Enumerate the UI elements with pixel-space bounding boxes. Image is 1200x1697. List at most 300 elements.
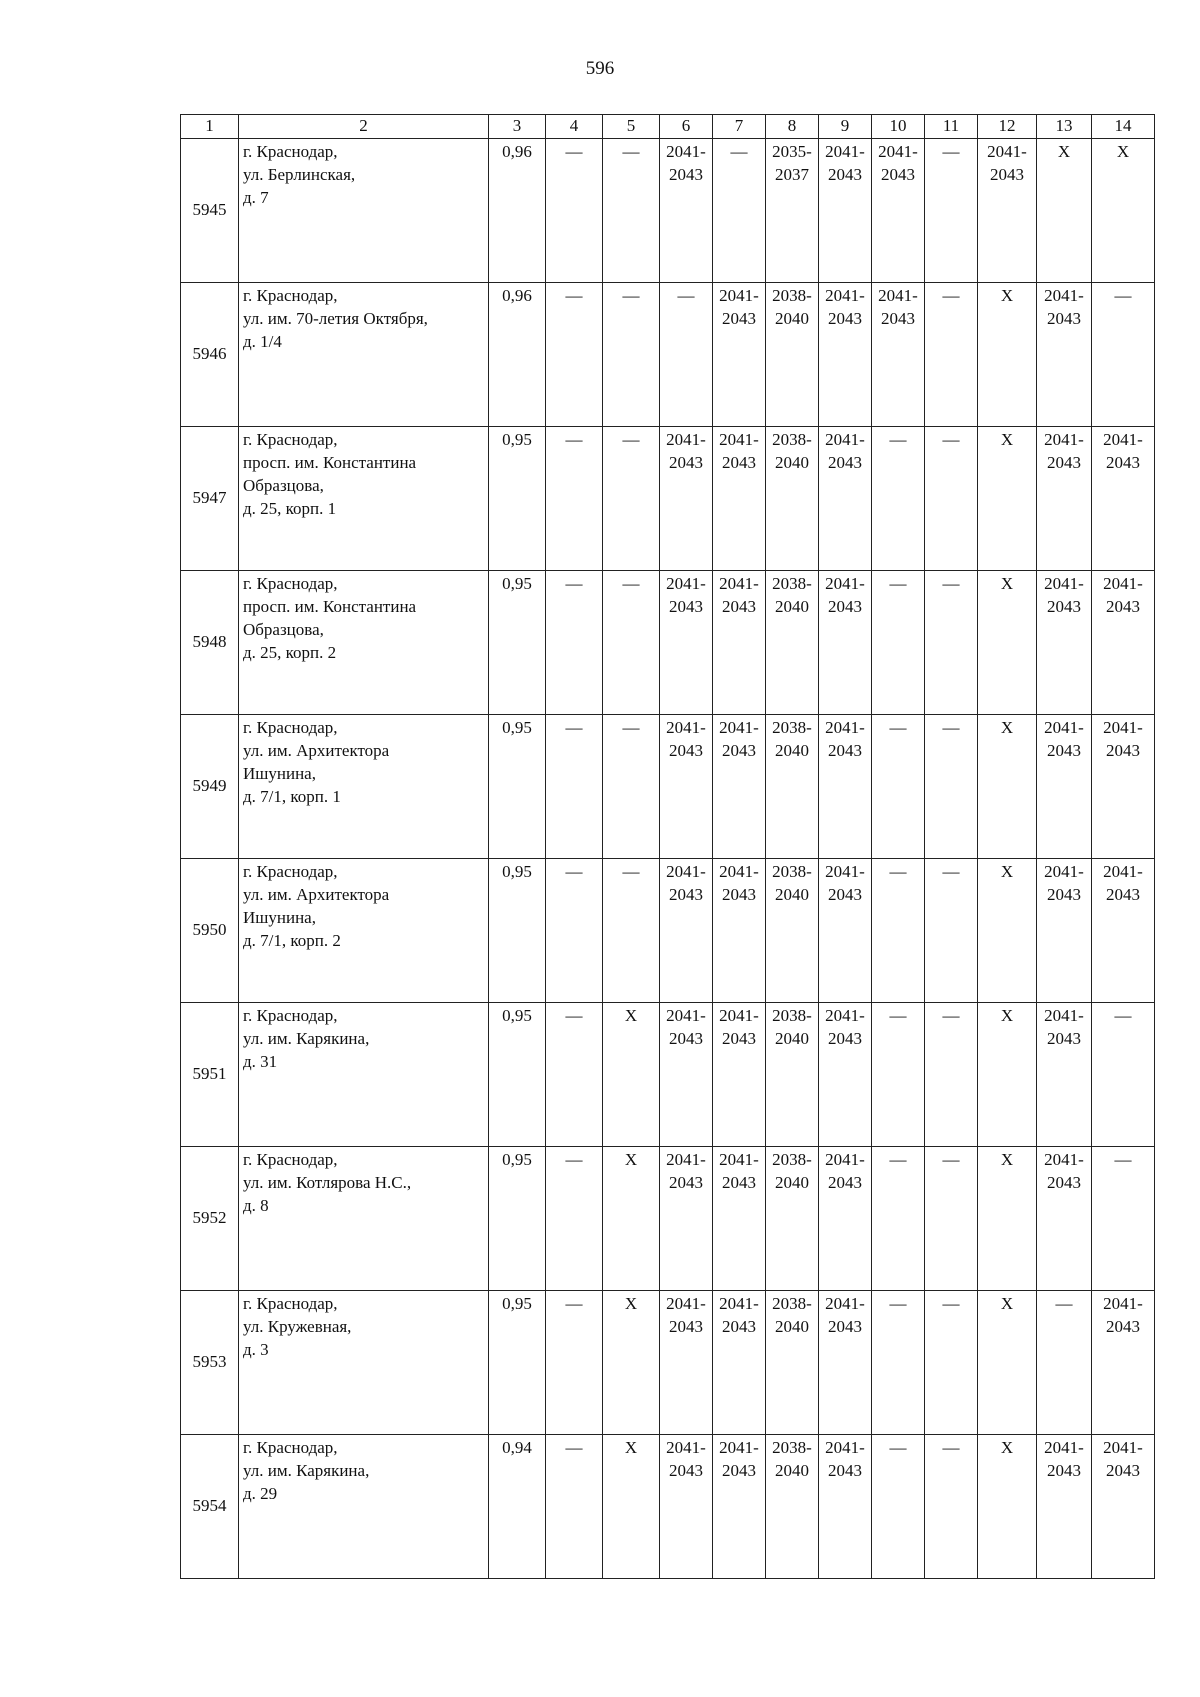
value-cell-col-8: [766, 1002, 819, 1146]
value-cell-col-13: [1037, 1002, 1092, 1146]
address-line: ул. им. 70-летия Октября,: [243, 308, 428, 328]
cell-value: 0,95: [502, 1005, 532, 1025]
cell-value: 0,95: [502, 717, 532, 737]
header-row: [181, 115, 1155, 139]
value-cell-col-4: [546, 1434, 603, 1578]
address-line: г. Краснодар,: [243, 141, 338, 161]
cell-value: Х: [624, 1293, 638, 1313]
value-cell-col-14: [1092, 426, 1155, 570]
column-header-9: 9: [819, 115, 872, 139]
cell-value: 2041-: [719, 1293, 759, 1313]
value-cell-col-9: [819, 1434, 872, 1578]
cell-value: —: [565, 1293, 583, 1313]
cell-value: 2041-: [825, 861, 865, 881]
cell-value: 2041-: [666, 1437, 706, 1457]
value-cell-col-9: [819, 570, 872, 714]
cell-value: Х: [1000, 1149, 1014, 1169]
value-cell-col-4: [546, 1002, 603, 1146]
cell-value: 0,94: [502, 1437, 532, 1457]
cell-value: 0,96: [502, 141, 532, 161]
column-header-5: 5: [603, 115, 660, 139]
cell-value: 2040: [775, 740, 809, 760]
value-cell-col-6: [660, 1146, 713, 1290]
cell-value: —: [565, 717, 583, 737]
cell-value: 2041-: [666, 1293, 706, 1313]
cell-value: 2041-: [1103, 717, 1143, 737]
value-cell-col-5: [603, 282, 660, 426]
table-row: [181, 1146, 1155, 1290]
value-cell-col-13: [1037, 570, 1092, 714]
cell-value: —: [942, 1293, 960, 1313]
cell-value: —: [889, 1293, 907, 1313]
value-cell-col-13: [1037, 858, 1092, 1002]
cell-value: —: [622, 285, 640, 305]
cell-value: Х: [1000, 429, 1014, 449]
address-line: д. 7/1, корп. 2: [243, 930, 341, 950]
value-cell-col-8: [766, 138, 819, 282]
value-cell-col-9: [819, 714, 872, 858]
value-cell-col-13: [1037, 1146, 1092, 1290]
value-cell-col-14: [1092, 858, 1155, 1002]
row-number: 5946: [181, 282, 239, 426]
cell-value: —: [622, 717, 640, 737]
cell-value: —: [565, 429, 583, 449]
cell-value: Х: [1116, 141, 1130, 161]
cell-value: 2043: [1047, 884, 1081, 904]
address-line: д. 7: [243, 187, 269, 207]
table-row: [181, 570, 1155, 714]
cell-value: 2043: [669, 740, 703, 760]
cell-value: 0,95: [502, 1293, 532, 1313]
cell-value: 2041-: [825, 1149, 865, 1169]
address-line: г. Краснодар,: [243, 429, 338, 449]
cell-value: 0,95: [502, 429, 532, 449]
cell-value: 2041-: [1103, 1437, 1143, 1457]
page-number: 596: [585, 58, 615, 79]
value-cell-col-6: [660, 426, 713, 570]
address-cell: [239, 1146, 489, 1290]
cell-value: Х: [1000, 1437, 1014, 1457]
value-cell-col-4: [546, 858, 603, 1002]
value-cell-col-10: [872, 1290, 925, 1434]
value-cell-col-3: [489, 1002, 546, 1146]
cell-value: 2038-: [772, 1293, 812, 1313]
cell-value: 2043: [669, 1316, 703, 1336]
value-cell-col-14: [1092, 714, 1155, 858]
row-number: 5952: [181, 1146, 239, 1290]
address-line: Образцова,: [243, 619, 324, 639]
value-cell-col-5: [603, 1002, 660, 1146]
column-header-10: 10: [872, 115, 925, 139]
value-cell-col-10: [872, 570, 925, 714]
address-cell: [239, 1002, 489, 1146]
cell-value: —: [942, 1149, 960, 1169]
cell-value: Х: [1000, 573, 1014, 593]
value-cell-col-13: [1037, 138, 1092, 282]
value-cell-col-7: [713, 570, 766, 714]
column-header-7: 7: [713, 115, 766, 139]
value-cell-col-3: [489, 714, 546, 858]
value-cell-col-9: [819, 1146, 872, 1290]
value-cell-col-6: [660, 570, 713, 714]
address-line: г. Краснодар,: [243, 1149, 338, 1169]
cell-value: 2041-: [666, 429, 706, 449]
cell-value: 2043: [669, 884, 703, 904]
value-cell-col-3: [489, 858, 546, 1002]
cell-value: Х: [624, 1149, 638, 1169]
cell-value: 2041-: [719, 717, 759, 737]
cell-value: 0,95: [502, 1149, 532, 1169]
value-cell-col-11: [925, 426, 978, 570]
cell-value: —: [565, 141, 583, 161]
cell-value: 2040: [775, 1172, 809, 1192]
value-cell-col-9: [819, 1002, 872, 1146]
value-cell-col-8: [766, 1290, 819, 1434]
cell-value: Х: [1000, 717, 1014, 737]
cell-value: 2043: [669, 452, 703, 472]
cell-value: 2043: [1047, 740, 1081, 760]
cell-value: 2041-: [825, 285, 865, 305]
value-cell-col-3: [489, 1146, 546, 1290]
cell-value: —: [622, 429, 640, 449]
cell-value: 2043: [828, 164, 862, 184]
cell-value: —: [942, 573, 960, 593]
address-line: г. Краснодар,: [243, 573, 338, 593]
value-cell-col-8: [766, 1146, 819, 1290]
cell-value: Х: [1057, 141, 1071, 161]
value-cell-col-12: [978, 1146, 1037, 1290]
cell-value: 2040: [775, 1028, 809, 1048]
cell-value: Х: [624, 1437, 638, 1457]
address-cell: [239, 570, 489, 714]
cell-value: —: [889, 1437, 907, 1457]
cell-value: 0,96: [502, 285, 532, 305]
address-line: г. Краснодар,: [243, 717, 338, 737]
value-cell-col-6: [660, 1434, 713, 1578]
cell-value: 2043: [722, 884, 756, 904]
cell-value: 0,95: [502, 861, 532, 881]
address-cell: [239, 138, 489, 282]
address-line: д. 1/4: [243, 331, 282, 351]
address-line: Образцова,: [243, 475, 324, 495]
cell-value: 2038-: [772, 429, 812, 449]
value-cell-col-11: [925, 1290, 978, 1434]
cell-value: 2041-: [666, 861, 706, 881]
cell-value: 2038-: [772, 573, 812, 593]
value-cell-col-5: [603, 714, 660, 858]
cell-value: —: [942, 1437, 960, 1457]
cell-value: 2041-: [1103, 429, 1143, 449]
value-cell-col-10: [872, 1002, 925, 1146]
cell-value: 2043: [1047, 308, 1081, 328]
cell-value: 2040: [775, 884, 809, 904]
cell-value: —: [565, 285, 583, 305]
row-number: 5951: [181, 1002, 239, 1146]
value-cell-col-9: [819, 858, 872, 1002]
cell-value: 2043: [828, 596, 862, 616]
value-cell-col-9: [819, 426, 872, 570]
cell-value: 2043: [828, 1316, 862, 1336]
cell-value: 2041-: [1103, 1293, 1143, 1313]
value-cell-col-7: [713, 426, 766, 570]
cell-value: 2043: [722, 452, 756, 472]
table-body: [181, 138, 1155, 1578]
cell-value: —: [889, 1005, 907, 1025]
value-cell-col-12: [978, 1434, 1037, 1578]
address-cell: [239, 282, 489, 426]
cell-value: 2043: [669, 596, 703, 616]
cell-value: 2043: [669, 1028, 703, 1048]
cell-value: 2038-: [772, 1149, 812, 1169]
value-cell-col-5: [603, 426, 660, 570]
table-row: [181, 858, 1155, 1002]
cell-value: —: [942, 1005, 960, 1025]
cell-value: —: [1055, 1293, 1073, 1313]
value-cell-col-3: [489, 570, 546, 714]
cell-value: 2043: [1106, 884, 1140, 904]
cell-value: 2041-: [1044, 717, 1084, 737]
value-cell-col-9: [819, 1290, 872, 1434]
cell-value: 2043: [828, 1460, 862, 1480]
cell-value: —: [1114, 1005, 1132, 1025]
row-number: 5950: [181, 858, 239, 1002]
value-cell-col-4: [546, 1146, 603, 1290]
cell-value: 2043: [1106, 452, 1140, 472]
value-cell-col-11: [925, 1434, 978, 1578]
cell-value: 2041-: [719, 429, 759, 449]
value-cell-col-12: [978, 570, 1037, 714]
cell-value: 2040: [775, 308, 809, 328]
cell-value: 2041-: [825, 1437, 865, 1457]
address-line: д. 25, корп. 2: [243, 642, 337, 662]
cell-value: 2041-: [719, 573, 759, 593]
table-row: [181, 138, 1155, 282]
value-cell-col-14: [1092, 1002, 1155, 1146]
value-cell-col-11: [925, 1002, 978, 1146]
value-cell-col-6: [660, 282, 713, 426]
column-header-6: 6: [660, 115, 713, 139]
cell-value: —: [942, 429, 960, 449]
value-cell-col-5: [603, 1434, 660, 1578]
cell-value: —: [889, 717, 907, 737]
address-line: д. 25, корп. 1: [243, 498, 337, 518]
value-cell-col-12: [978, 858, 1037, 1002]
value-cell-col-3: [489, 1434, 546, 1578]
cell-value: 2040: [775, 1460, 809, 1480]
cell-value: 2038-: [772, 1437, 812, 1457]
column-header-4: 4: [546, 115, 603, 139]
cell-value: 2041-: [719, 285, 759, 305]
value-cell-col-13: [1037, 426, 1092, 570]
cell-value: 2043: [1106, 740, 1140, 760]
value-cell-col-8: [766, 570, 819, 714]
value-cell-col-5: [603, 858, 660, 1002]
row-number: 5945: [181, 138, 239, 282]
cell-value: —: [889, 1149, 907, 1169]
cell-value: 2043: [722, 596, 756, 616]
cell-value: 2043: [1047, 1460, 1081, 1480]
cell-value: 2043: [1106, 1316, 1140, 1336]
column-header-13: 13: [1037, 115, 1092, 139]
cell-value: 2041-: [987, 141, 1027, 161]
value-cell-col-12: [978, 426, 1037, 570]
cell-value: 2043: [1047, 596, 1081, 616]
cell-value: 2038-: [772, 717, 812, 737]
row-number: 5953: [181, 1290, 239, 1434]
cell-value: 2043: [722, 1460, 756, 1480]
cell-value: 2041-: [719, 1005, 759, 1025]
address-line: просп. им. Константина: [243, 452, 417, 472]
cell-value: 2038-: [772, 1005, 812, 1025]
cell-value: 2043: [828, 1028, 862, 1048]
address-line: просп. им. Константина: [243, 596, 417, 616]
address-line: ул. им. Карякина,: [243, 1460, 370, 1480]
cell-value: Х: [1000, 1005, 1014, 1025]
row-number: 5947: [181, 426, 239, 570]
cell-value: 2043: [1047, 452, 1081, 472]
cell-value: 0,95: [502, 573, 532, 593]
value-cell-col-10: [872, 426, 925, 570]
cell-value: Х: [1000, 861, 1014, 881]
cell-value: 2040: [775, 1316, 809, 1336]
cell-value: 2041-: [1103, 861, 1143, 881]
cell-value: 2041-: [666, 141, 706, 161]
value-cell-col-14: [1092, 282, 1155, 426]
cell-value: 2041-: [825, 141, 865, 161]
cell-value: —: [622, 573, 640, 593]
value-cell-col-12: [978, 1290, 1037, 1434]
cell-value: 2043: [722, 740, 756, 760]
value-cell-col-13: [1037, 1434, 1092, 1578]
value-cell-col-14: [1092, 1290, 1155, 1434]
cell-value: 2043: [990, 164, 1024, 184]
cell-value: 2043: [669, 1460, 703, 1480]
cell-value: —: [889, 573, 907, 593]
value-cell-col-7: [713, 1146, 766, 1290]
address-line: д. 29: [243, 1483, 278, 1503]
column-header-11: 11: [925, 115, 978, 139]
value-cell-col-4: [546, 282, 603, 426]
value-cell-col-13: [1037, 282, 1092, 426]
value-cell-col-10: [872, 714, 925, 858]
cell-value: —: [622, 861, 640, 881]
cell-value: 2041-: [878, 141, 918, 161]
cell-value: 2043: [669, 164, 703, 184]
cell-value: 2043: [828, 452, 862, 472]
address-cell: [239, 1434, 489, 1578]
cell-value: 2043: [1047, 1172, 1081, 1192]
column-header-8: 8: [766, 115, 819, 139]
cell-value: 2041-: [666, 717, 706, 737]
value-cell-col-3: [489, 282, 546, 426]
column-header-2: 2: [239, 115, 489, 139]
cell-value: —: [565, 1149, 583, 1169]
cell-value: 2041-: [1044, 1005, 1084, 1025]
cell-value: 2038-: [772, 861, 812, 881]
address-line: ул. им. Архитектора: [243, 884, 390, 904]
value-cell-col-10: [872, 138, 925, 282]
cell-value: 2043: [1106, 596, 1140, 616]
cell-value: 2040: [775, 596, 809, 616]
table-row: [181, 1002, 1155, 1146]
value-cell-col-8: [766, 426, 819, 570]
address-line: Ишунина,: [243, 763, 316, 783]
value-cell-col-7: [713, 1434, 766, 1578]
cell-value: 2043: [828, 1172, 862, 1192]
cell-value: —: [1114, 1149, 1132, 1169]
value-cell-col-7: [713, 1290, 766, 1434]
cell-value: 2043: [722, 1028, 756, 1048]
cell-value: 2043: [722, 1172, 756, 1192]
cell-value: —: [565, 1005, 583, 1025]
cell-value: —: [942, 141, 960, 161]
cell-value: 2043: [722, 308, 756, 328]
cell-value: 2040: [775, 452, 809, 472]
table-row: [181, 714, 1155, 858]
cell-value: 2043: [722, 1316, 756, 1336]
table-header: [181, 115, 1155, 139]
cell-value: 2043: [1106, 1460, 1140, 1480]
cell-value: 2041-: [1044, 429, 1084, 449]
value-cell-col-10: [872, 282, 925, 426]
cell-value: Х: [1000, 1293, 1014, 1313]
value-cell-col-6: [660, 1002, 713, 1146]
row-number: 5949: [181, 714, 239, 858]
address-line: ул. Кружевная,: [243, 1316, 352, 1336]
address-cell: [239, 714, 489, 858]
value-cell-col-12: [978, 714, 1037, 858]
cell-value: 2041-: [825, 1293, 865, 1313]
value-cell-col-7: [713, 1002, 766, 1146]
value-cell-col-3: [489, 138, 546, 282]
cell-value: 2041-: [825, 1005, 865, 1025]
cell-value: 2043: [828, 884, 862, 904]
value-cell-col-7: [713, 714, 766, 858]
cell-value: 2041-: [1044, 861, 1084, 881]
cell-value: Х: [624, 1005, 638, 1025]
value-cell-col-6: [660, 1290, 713, 1434]
address-line: д. 7/1, корп. 1: [243, 786, 341, 806]
value-cell-col-7: [713, 138, 766, 282]
value-cell-col-13: [1037, 714, 1092, 858]
value-cell-col-6: [660, 858, 713, 1002]
value-cell-col-4: [546, 426, 603, 570]
value-cell-col-5: [603, 570, 660, 714]
value-cell-col-12: [978, 138, 1037, 282]
cell-value: —: [942, 717, 960, 737]
value-cell-col-8: [766, 714, 819, 858]
address-line: г. Краснодар,: [243, 1293, 338, 1313]
cell-value: 2041-: [666, 1149, 706, 1169]
cell-value: 2041-: [1044, 1437, 1084, 1457]
value-cell-col-4: [546, 714, 603, 858]
address-line: г. Краснодар,: [243, 1437, 338, 1457]
value-cell-col-12: [978, 1002, 1037, 1146]
cell-value: —: [565, 573, 583, 593]
column-header-12: 12: [978, 115, 1037, 139]
value-cell-col-4: [546, 138, 603, 282]
cell-value: —: [677, 285, 695, 305]
value-cell-col-11: [925, 858, 978, 1002]
value-cell-col-8: [766, 858, 819, 1002]
value-cell-col-11: [925, 1146, 978, 1290]
value-cell-col-11: [925, 570, 978, 714]
address-cell: [239, 858, 489, 1002]
value-cell-col-10: [872, 858, 925, 1002]
value-cell-col-3: [489, 1290, 546, 1434]
value-cell-col-4: [546, 570, 603, 714]
address-line: д. 8: [243, 1195, 269, 1215]
